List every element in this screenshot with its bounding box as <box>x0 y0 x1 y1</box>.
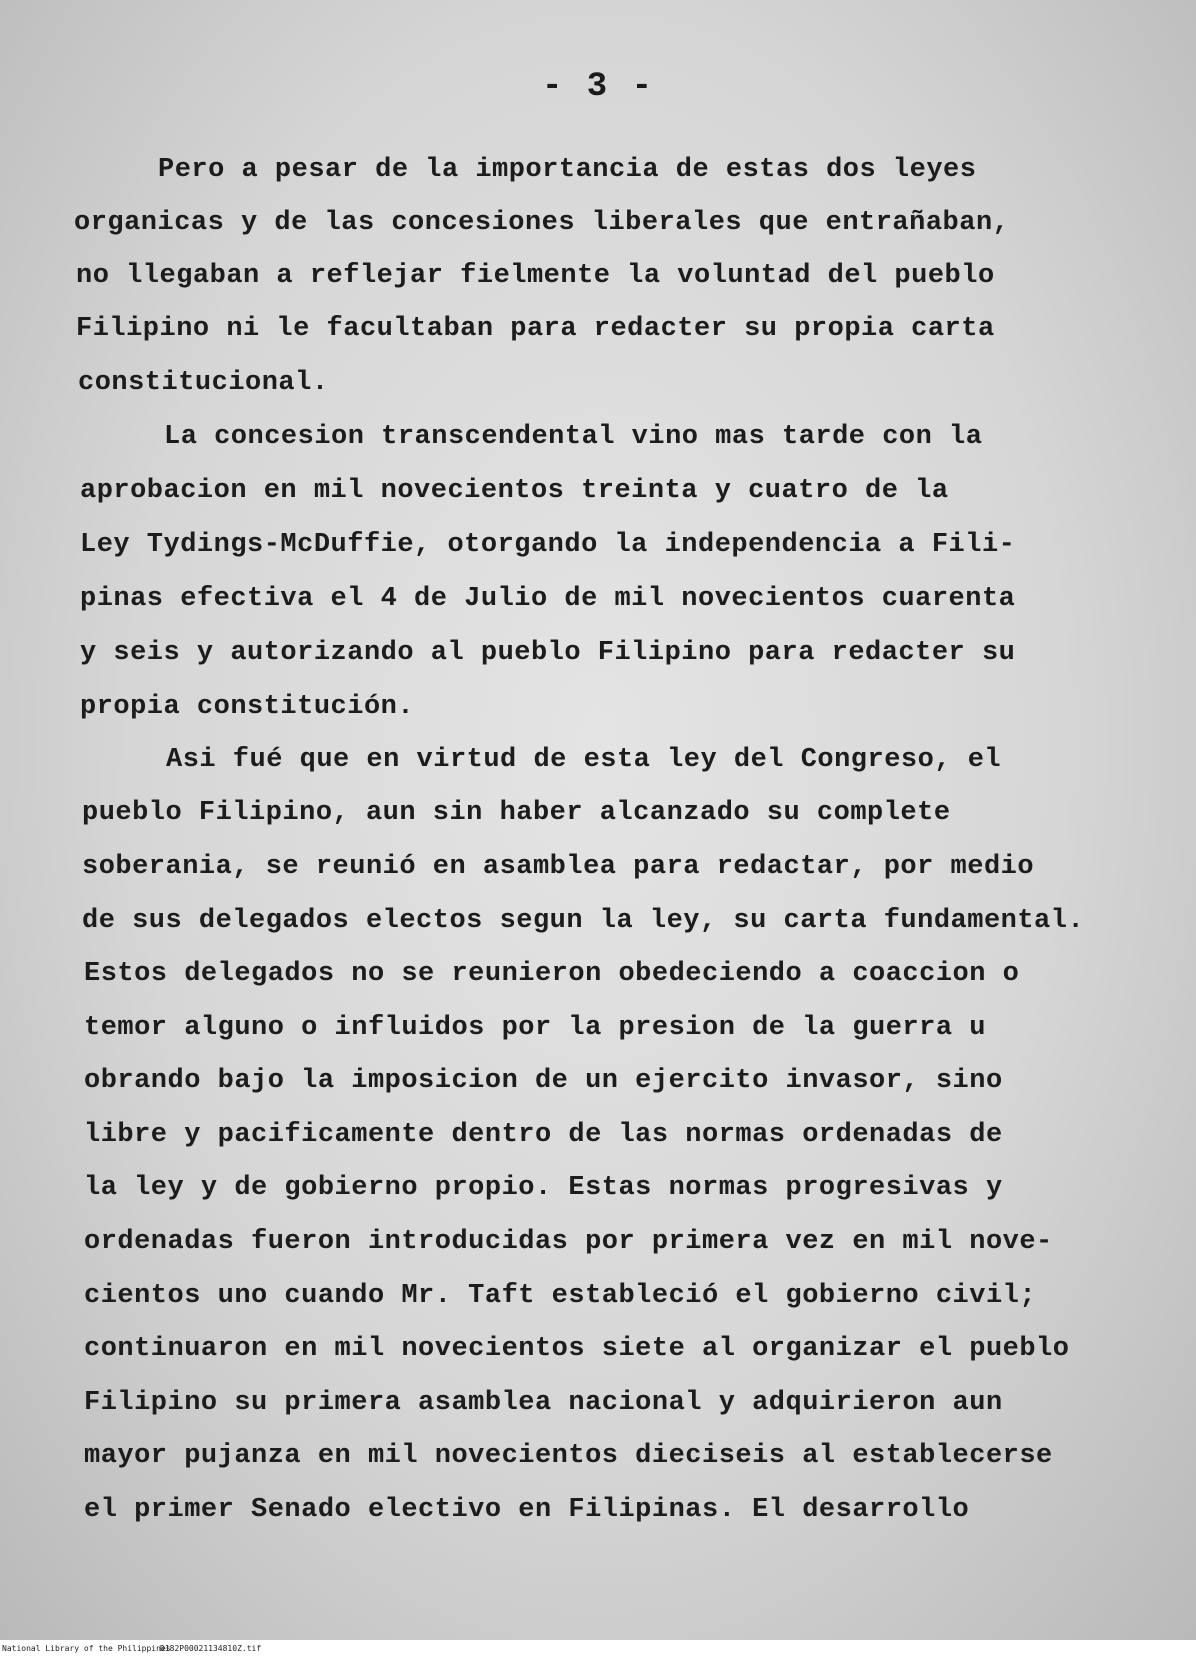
text-line: temor alguno o influidos por la presion de la guerra u <box>84 1013 986 1043</box>
text-line: propia constitución. <box>80 692 415 722</box>
text-line: pueblo Filipino, aun sin haber alcanzado su complete <box>82 798 951 828</box>
text-line: organicas y de las concesiones liberales que entrañaban, <box>74 208 1010 238</box>
text-line: obrando bajo la imposicion de un ejercito invasor, sino <box>84 1066 1003 1096</box>
text-line: constitucional. <box>78 368 329 398</box>
text-line: Ley Tydings-McDuffie, otorgando la independencia a Fili- <box>80 530 1016 560</box>
text-line: Asi fué que en virtud de esta ley del Congreso, el <box>166 745 1002 775</box>
text-line: Filipino ni le facultaban para redacter su propia carta <box>76 314 995 344</box>
text-line: la ley y de gobierno propio. Estas normas progresivas y <box>84 1173 1003 1203</box>
footer-library: National Library of the Philippines <box>2 1644 171 1653</box>
footer-file-id: D182P00021134810Z.tif <box>160 1644 262 1653</box>
text-line: aprobacion en mil novecientos treinta y cuatro de la <box>80 476 949 506</box>
text-line: pinas efectiva el 4 de Julio de mil novecientos cuarenta <box>80 584 1016 614</box>
text-line: ordenadas fueron introducidas por primera vez en mil nove- <box>84 1227 1053 1257</box>
text-line: de sus delegados electos segun la ley, su carta fundamental. <box>82 906 1085 936</box>
text-line: libre y pacificamente dentro de las normas ordenadas de <box>84 1120 1003 1150</box>
text-line: Estos delegados no se reunieron obedeciendo a coaccion o <box>84 959 1020 989</box>
text-line: Pero a pesar de la importancia de estas dos leyes <box>158 155 977 185</box>
text-line: cientos uno cuando Mr. Taft estableció el gobierno civil; <box>84 1281 1037 1311</box>
text-line: mayor pujanza en mil novecientos dieciseis al establecerse <box>84 1441 1053 1471</box>
text-line: el primer Senado electivo en Filipinas. El desarrollo <box>84 1495 970 1525</box>
page-number: - 3 - <box>541 68 655 106</box>
text-line: y seis y autorizando al pueblo Filipino para redacter su <box>80 638 1016 668</box>
text-line: soberania, se reunió en asamblea para redactar, por medio <box>82 852 1035 882</box>
text-line: no llegaban a reflejar fielmente la voluntad del pueblo <box>76 261 995 291</box>
scan-footer <box>0 1640 1196 1658</box>
text-line: La concesion transcendental vino mas tarde con la <box>164 422 983 452</box>
text-line: continuaron en mil novecientos siete al organizar el pueblo <box>84 1334 1070 1364</box>
text-line: Filipino su primera asamblea nacional y adquirieron aun <box>84 1388 1003 1418</box>
